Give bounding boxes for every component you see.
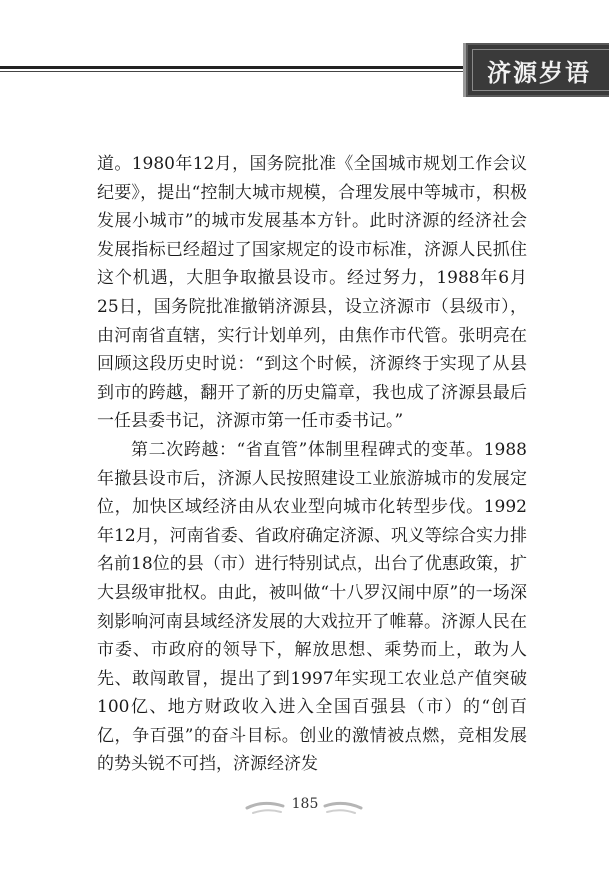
book-title-tab [463,43,609,97]
paragraph-2: 第二次跨越：“省直管”体制里程碑式的变革。1988年撤县设市后，济源人民按照建设工业旅游城市的发展定位，加快区域经济由从农业型向城市化转型步伐。1992年12月，河南省委、省政府确定济源、巩义等综合实力排名前18位的县（市）进行特别试点，出台了优惠政策，扩大县级审批权。由此，被叫做“十八罗汉闹中原”的一场深刻影响河南县域经济发展的大戏拉开了帷幕。济源人民在市委、市政府的领导下，解放思想、乘势而上，敢为人先、敢闯敢冒，提出了到1997年实现工农业总产值突破100亿、地方财政收入进入全国百强县（市）的“创百亿，争百强”的奋斗目标。创业的激情被点燃，竞相发展的势头锐不可挡，济源经济发 [97,439,527,775]
header-rule [0,66,474,69]
left-swoosh-icon [245,790,285,816]
page-number: 185 [291,796,319,812]
right-swoosh-icon [323,790,363,816]
paragraph-1: 道。1980年12月，国务院批准《全国城市规划工作会议纪要》，提出“控制大城市规模，合理发展中等城市，积极发展小城市”的城市发展基本方针。此时济源的经济社会发展指标已经超过了国家规定的设市标准，济源人民抓住这个机遇，大胆争取撤县设市。经过努力，1988年6月25日，国务院批准撤销济源县，设立济源市（县级市），由河南省直辖，实行计划单列，由焦作市代管。张明亮在回顾这段历史时说：“到这个时候，济源终于实现了从县到市的跨越，翻开了新的历史篇章，我也成了济源县最后一任县委书记，济源市第一任市委书记。” [97,154,527,432]
book-title: 济源岁语 [487,57,591,87]
header-rule-thin [0,71,474,72]
page-footer [0,790,609,820]
body-text [97,150,527,779]
